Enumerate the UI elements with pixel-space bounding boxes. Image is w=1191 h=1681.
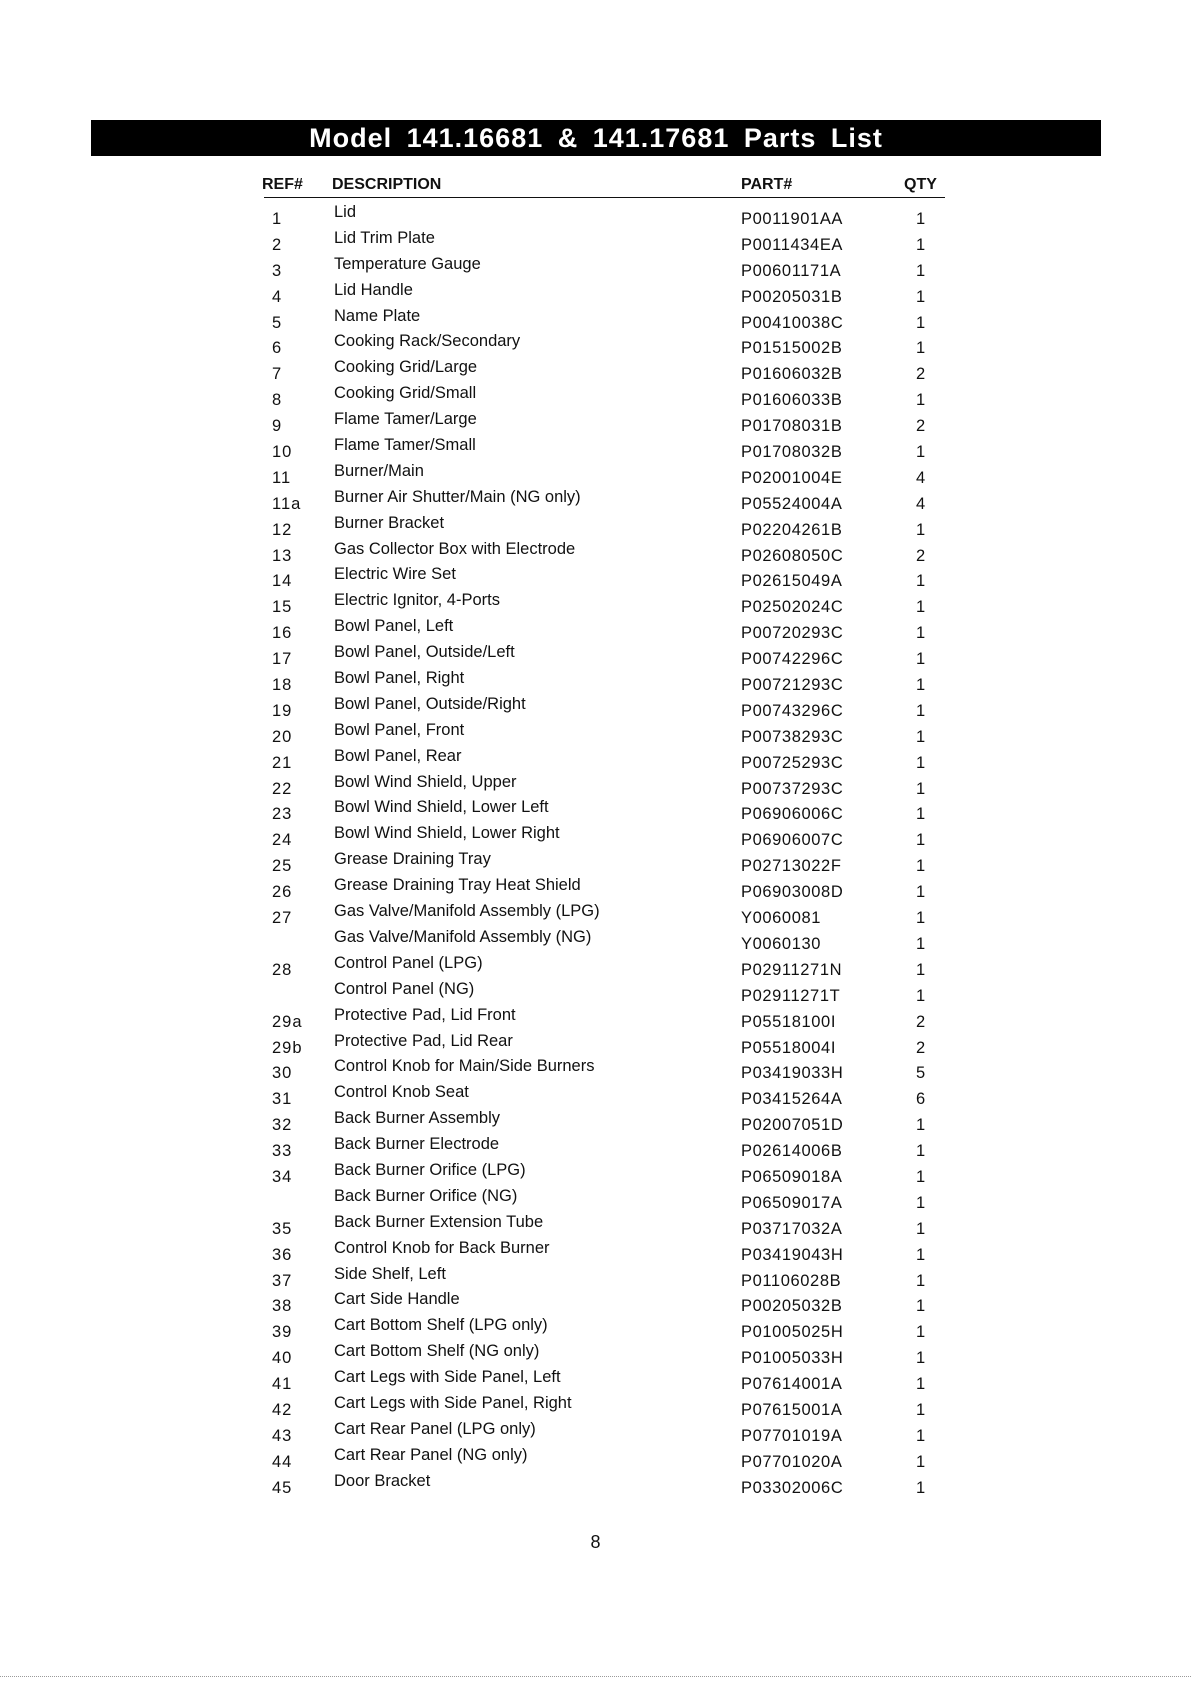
part-number-cell: P05524004A [741,494,843,513]
qty-cell: 1 [916,1245,926,1264]
part-number-cell: P01005033H [741,1349,844,1368]
description-cell: Control Knob Seat [334,1083,469,1102]
table-row [0,202,1191,228]
description-cell: Grease Draining Tray [334,850,491,869]
part-number-cell: P02502024C [741,598,844,617]
qty-cell: 1 [916,831,926,850]
table-row [0,513,1191,539]
qty-cell: 1 [916,313,926,332]
table-row [0,461,1191,487]
description-cell: Back Burner Extension Tube [334,1212,544,1231]
qty-cell: 1 [916,1297,926,1316]
ref-cell: 6 [272,339,283,358]
ref-cell: 13 [272,546,293,565]
qty-cell: 1 [916,753,926,772]
ref-cell: 38 [272,1297,293,1316]
part-number-cell: P06906007C [741,831,844,850]
table-row [0,694,1191,720]
table-row [0,1471,1191,1497]
ref-cell: 17 [272,650,293,669]
qty-cell: 2 [916,417,926,436]
qty-cell: 1 [916,1271,926,1290]
ref-cell: 4 [272,287,283,306]
part-number-cell: P06906006C [741,805,844,824]
ref-cell: 7 [272,365,283,384]
part-number-cell: P00738293C [741,727,844,746]
qty-cell: 1 [916,960,926,979]
description-cell: Electric Wire Set [334,565,456,584]
ref-cell: 42 [272,1400,293,1419]
ref-cell: 8 [272,391,283,410]
table-row [0,616,1191,642]
qty-cell: 2 [916,1012,926,1031]
part-number-cell: P07701020A [741,1452,843,1471]
ref-cell: 11 [272,468,292,487]
part-number-cell: P01606033B [741,391,843,410]
description-cell: Back Burner Orifice (NG) [334,1186,518,1205]
ref-cell: 40 [272,1349,293,1368]
description-cell: Bowl Panel, Outside/Left [334,643,515,662]
qty-cell: 2 [916,546,926,565]
qty-cell: 4 [916,468,926,487]
qty-cell: 1 [916,1142,926,1161]
ref-cell: 14 [272,572,293,591]
qty-cell: 1 [916,1375,926,1394]
part-number-cell: P05518100I [741,1012,837,1031]
description-cell: Burner Bracket [334,513,445,532]
part-number-cell: P03302006C [741,1478,844,1497]
part-number-cell: P01005025H [741,1323,844,1342]
table-row [0,1031,1191,1057]
table-row [0,1134,1191,1160]
description-cell: Bowl Panel, Rear [334,746,462,765]
ref-cell: 5 [272,313,283,332]
description-cell: Bowl Wind Shield, Lower Right [334,824,560,843]
ref-cell: 11a [272,494,302,513]
part-number-cell: P02001004E [741,468,843,487]
table-row [0,1082,1191,1108]
qty-cell: 1 [916,235,926,254]
table-row [0,1315,1191,1341]
ref-cell: 15 [272,598,293,617]
ref-cell: 1 [272,210,283,228]
table-row [0,1393,1191,1419]
qty-cell: 1 [916,572,926,591]
part-number-cell: P07701019A [741,1426,843,1445]
description-cell: Bowl Panel, Right [334,669,465,688]
ref-cell: 41 [272,1375,293,1394]
qty-cell: 1 [916,1478,926,1497]
ref-cell: 45 [272,1478,293,1497]
part-number-cell: P01708031B [741,417,843,436]
table-row [0,901,1191,927]
table-row [0,1056,1191,1082]
ref-cell: 19 [272,701,293,720]
table-row [0,1419,1191,1445]
part-number-cell: P00205032B [741,1297,843,1316]
qty-cell: 2 [916,1038,926,1057]
header-divider [264,197,945,198]
ref-cell: 32 [272,1116,293,1135]
table-row [0,979,1191,1005]
table-row [0,564,1191,590]
qty-cell: 1 [916,598,926,617]
part-number-cell: P06509017A [741,1193,843,1212]
qty-cell: 1 [916,1349,926,1368]
ref-cell: 26 [272,883,293,902]
qty-cell: 1 [916,210,926,228]
description-cell: Protective Pad, Lid Front [334,1005,516,1024]
description-cell: Bowl Panel, Outside/Right [334,694,526,713]
description-cell: Control Panel (NG) [334,979,475,998]
table-row [0,1160,1191,1186]
page-number: 8 [590,1532,601,1552]
table-row [0,823,1191,849]
table-row [0,1445,1191,1471]
qty-cell: 1 [916,520,926,539]
table-row [0,280,1191,306]
ref-cell: 35 [272,1219,293,1238]
description-cell: Bowl Wind Shield, Upper [334,772,517,791]
description-cell: Burner Air Shutter/Main (NG only) [334,487,581,506]
part-number-cell: P00205031B [741,287,843,306]
table-row [0,797,1191,823]
qty-cell: 1 [916,391,926,410]
part-number-cell: Y0060130 [741,934,822,953]
part-number-cell: P07615001A [741,1400,843,1419]
part-number-cell: P01606032B [741,365,843,384]
part-number-cell: P06903008D [741,883,844,902]
description-cell: Side Shelf, Left [334,1264,446,1283]
table-row [0,254,1191,280]
table-row [0,539,1191,565]
part-number-cell: P02608050C [741,546,844,565]
part-number-cell: P00743296C [741,701,844,720]
ref-cell: 30 [272,1064,293,1083]
description-cell: Cooking Grid/Large [334,358,478,377]
description-cell: Electric Ignitor, 4-Ports [334,591,500,610]
description-cell: Back Burner Orifice (LPG) [334,1160,526,1179]
ref-cell: 21 [272,753,293,772]
part-number-cell: P03419033H [741,1064,844,1083]
table-row [0,772,1191,798]
description-cell: Door Bracket [334,1471,431,1490]
qty-cell: 1 [916,1452,926,1471]
qty-cell: 1 [916,624,926,643]
part-number-cell: P02007051D [741,1116,844,1135]
qty-cell: 1 [916,1400,926,1419]
qty-cell: 1 [916,986,926,1005]
description-cell: Cart Legs with Side Panel, Right [334,1393,572,1412]
page-bottom-divider [0,1676,1191,1677]
table-row [0,487,1191,513]
table-row [0,306,1191,332]
ref-cell: 27 [272,909,293,928]
part-number-cell: P05518004I [741,1038,837,1057]
description-cell: Burner/Main [334,461,424,480]
part-number-cell: Y0060081 [741,909,822,928]
part-number-cell: P02614006B [741,1142,843,1161]
table-row [0,668,1191,694]
ref-cell: 31 [272,1090,293,1109]
description-cell: Lid Handle [334,280,413,299]
qty-cell: 1 [916,261,926,280]
column-header-part: PART# [741,176,793,193]
table-row [0,1108,1191,1134]
qty-cell: 6 [916,1090,926,1109]
part-number-cell: P03415264A [741,1090,843,1109]
table-row [0,642,1191,668]
qty-cell: 1 [916,779,926,798]
description-cell: Control Knob for Back Burner [334,1238,550,1257]
qty-cell: 1 [916,701,926,720]
qty-cell: 5 [916,1064,926,1083]
part-number-cell: P01515002B [741,339,843,358]
table-row [0,875,1191,901]
table-row [0,383,1191,409]
table-header [0,174,1191,196]
qty-cell: 1 [916,676,926,695]
description-cell: Back Burner Electrode [334,1135,500,1154]
ref-cell: 25 [272,857,293,876]
qty-cell: 4 [916,494,926,513]
part-number-cell: P02204261B [741,520,843,539]
ref-cell: 29b [272,1038,303,1057]
qty-cell: 1 [916,650,926,669]
part-number-cell: P00725293C [741,753,844,772]
description-cell: Gas Valve/Manifold Assembly (NG) [334,927,592,946]
table-row [0,1367,1191,1393]
ref-cell: 23 [272,805,293,824]
table-row [0,1341,1191,1367]
ref-cell: 28 [272,960,293,979]
qty-cell: 1 [916,909,926,928]
part-number-cell: P06509018A [741,1167,843,1186]
qty-cell: 1 [916,857,926,876]
table-row [0,228,1191,254]
qty-cell: 1 [916,1219,926,1238]
table-row [0,927,1191,953]
part-number-cell: P00410038C [741,313,844,332]
qty-cell: 1 [916,1116,926,1135]
description-cell: Cart Bottom Shelf (LPG only) [334,1316,548,1335]
table-row [0,409,1191,435]
qty-cell: 1 [916,287,926,306]
ref-cell: 36 [272,1245,293,1264]
table-row [0,849,1191,875]
part-number-cell: P00721293C [741,676,844,695]
table-row [0,590,1191,616]
column-header-ref: REF# [262,176,303,193]
qty-cell: 1 [916,339,926,358]
description-cell: Cart Side Handle [334,1290,460,1309]
description-cell: Bowl Wind Shield, Lower Left [334,798,549,817]
ref-cell: 20 [272,727,293,746]
part-number-cell: P02615049A [741,572,843,591]
part-number-cell: P07614001A [741,1375,843,1394]
ref-cell: 3 [272,261,283,280]
description-cell: Cooking Rack/Secondary [334,332,521,351]
qty-cell: 1 [916,443,926,462]
table-row [0,357,1191,383]
description-cell: Gas Valve/Manifold Assembly (LPG) [334,902,600,921]
part-number-cell: P00742296C [741,650,844,669]
description-cell: Protective Pad, Lid Rear [334,1031,513,1050]
table-row [0,1264,1191,1290]
column-header-description: DESCRIPTION [332,176,442,193]
description-cell: Lid [334,203,357,221]
description-cell: Cart Rear Panel (LPG only) [334,1419,536,1438]
ref-cell: 22 [272,779,293,798]
part-number-cell: P02911271T [741,986,841,1005]
qty-cell: 1 [916,883,926,902]
description-cell: Temperature Gauge [334,254,481,273]
qty-cell: 1 [916,805,926,824]
ref-cell: 16 [272,624,293,643]
description-cell: Cart Rear Panel (NG only) [334,1445,528,1464]
ref-cell: 33 [272,1142,293,1161]
part-number-cell: P02713022F [741,857,842,876]
table-row [0,1005,1191,1031]
column-header-qty: QTY [904,176,937,193]
description-cell: Cart Bottom Shelf (NG only) [334,1342,540,1361]
description-cell: Gas Collector Box with Electrode [334,539,576,558]
part-number-cell: P00601171A [741,261,842,280]
qty-cell: 1 [916,1426,926,1445]
description-cell: Lid Trim Plate [334,228,435,247]
table-row [0,331,1191,357]
description-cell: Control Knob for Main/Side Burners [334,1057,595,1076]
ref-cell: 2 [272,235,283,254]
ref-cell: 44 [272,1452,293,1471]
ref-cell: 12 [272,520,293,539]
part-number-cell: P03717032A [741,1219,843,1238]
part-number-cell: P00737293C [741,779,844,798]
ref-cell: 10 [272,443,293,462]
ref-cell: 43 [272,1426,293,1445]
table-row [0,435,1191,461]
table-row [0,720,1191,746]
part-number-cell: P01106028B [741,1271,842,1290]
qty-cell: 1 [916,934,926,953]
description-cell: Flame Tamer/Small [334,436,476,455]
table-row [0,1238,1191,1264]
ref-cell: 18 [272,676,293,695]
description-cell: Grease Draining Tray Heat Shield [334,876,581,895]
ref-cell: 37 [272,1271,293,1290]
qty-cell: 1 [916,1323,926,1342]
table-row [0,1186,1191,1212]
parts-list-title: Model 141.16681 & 141.17681 Parts List [91,120,1101,156]
description-cell: Control Panel (LPG) [334,953,483,972]
qty-cell: 1 [916,727,926,746]
qty-cell: 1 [916,1167,926,1186]
description-cell: Bowl Panel, Left [334,617,454,636]
part-number-cell: P00720293C [741,624,844,643]
ref-cell: 29a [272,1012,303,1031]
description-cell: Name Plate [334,306,421,325]
qty-cell: 1 [916,1193,926,1212]
table-row [0,1289,1191,1315]
part-number-cell: P02911271N [741,960,843,979]
ref-cell: 34 [272,1167,293,1186]
table-row [0,1212,1191,1238]
table-row [0,746,1191,772]
parts-table-body [0,202,1191,1497]
part-number-cell: P01708032B [741,443,843,462]
qty-cell: 2 [916,365,926,384]
ref-cell: 39 [272,1323,293,1342]
part-number-cell: P03419043H [741,1245,844,1264]
part-number-cell: P0011434EA [741,235,844,254]
ref-cell: 24 [272,831,293,850]
description-cell: Bowl Panel, Front [334,720,465,739]
description-cell: Flame Tamer/Large [334,410,477,429]
description-cell: Cooking Grid/Small [334,384,477,403]
table-row [0,953,1191,979]
description-cell: Back Burner Assembly [334,1109,500,1128]
part-number-cell: P0011901AA [741,210,844,228]
description-cell: Cart Legs with Side Panel, Left [334,1368,561,1387]
ref-cell: 9 [272,417,283,436]
